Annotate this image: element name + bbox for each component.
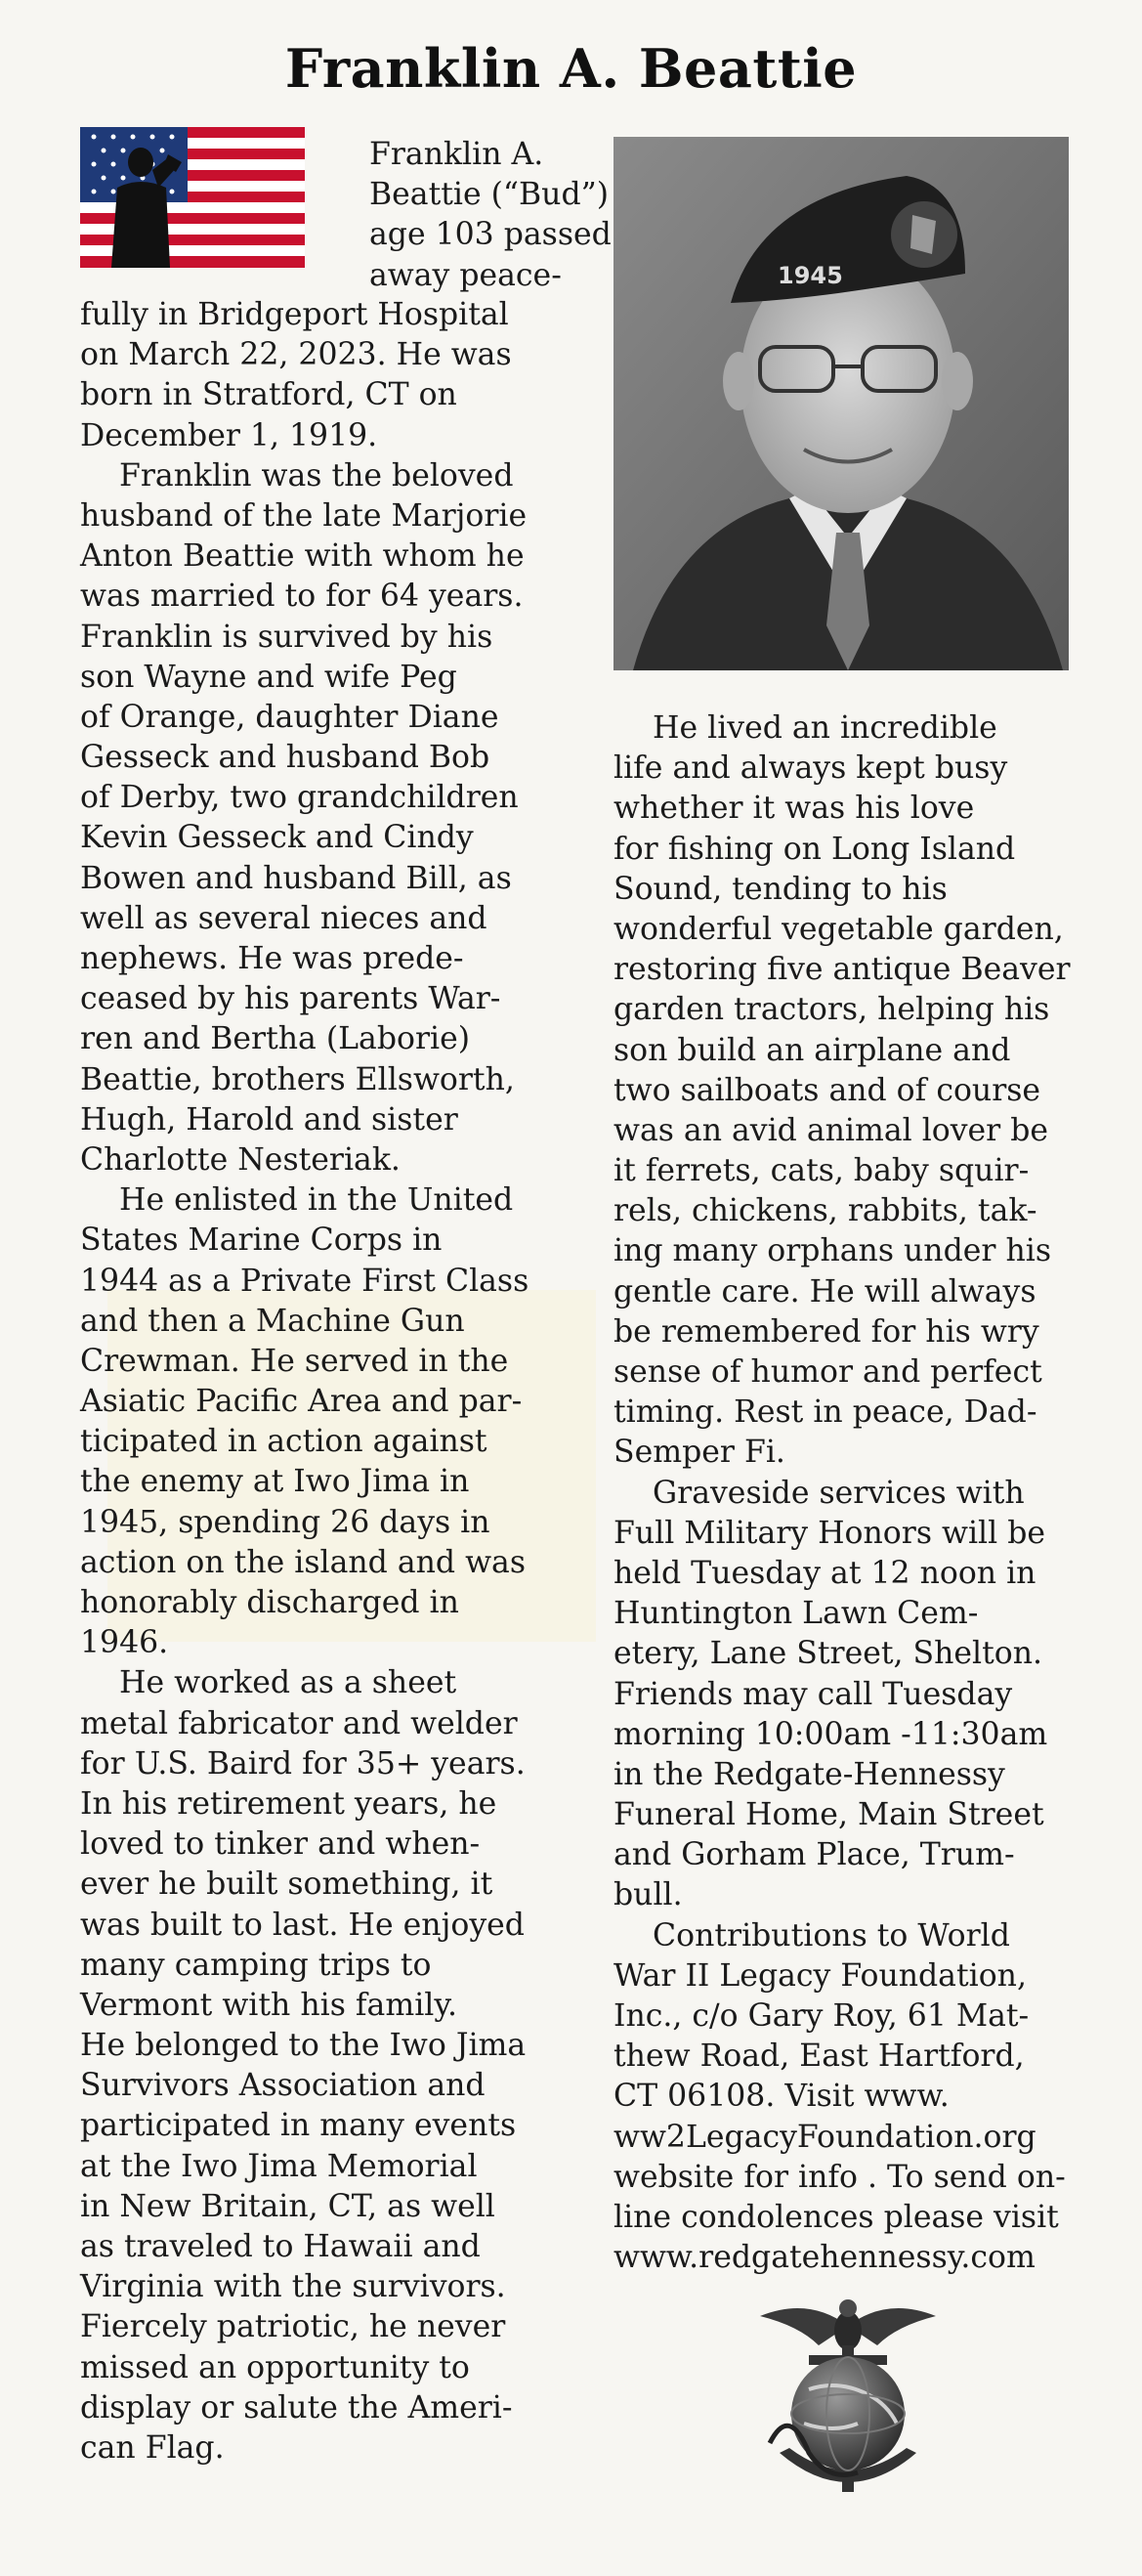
text-line: age 103 passed — [369, 217, 612, 253]
text-line: Franklin was the beloved — [119, 457, 514, 494]
text-line: Inc., c/o Gary Roy, 61 Mat- — [613, 1998, 1030, 2034]
text-line: Huntington Lawn Cem- — [613, 1596, 979, 1632]
text-line: Anton Beattie with whom he — [80, 538, 525, 575]
text-line: He lived an incredible — [653, 710, 997, 746]
flag-salute-icon — [80, 127, 305, 268]
text-line: ever he built something, it — [80, 1867, 493, 1903]
text-line: bull. — [613, 1877, 683, 1913]
text-line: War II Legacy Foundation, — [613, 1957, 1027, 1994]
text-line: He worked as a sheet — [119, 1665, 457, 1701]
text-line: Semper Fi. — [613, 1435, 785, 1471]
text-line: ticipated in action against — [80, 1424, 487, 1460]
text-line: for fishing on Long Island — [613, 831, 1016, 867]
text-line: Hugh, Harold and sister — [80, 1101, 458, 1138]
text-line: thew Road, East Hartford, — [613, 2039, 1025, 2075]
text-line: Kevin Gesseck and Cindy — [80, 820, 474, 856]
text-line: loved to tinker and when- — [80, 1826, 481, 1863]
text-line: of Derby, two grandchildren — [80, 780, 519, 816]
text-line: ren and Bertha (Laborie) — [80, 1021, 471, 1057]
text-line: and then a Machine Gun — [80, 1303, 465, 1339]
text-line: well as several nieces and — [80, 900, 487, 936]
obituary-headline: Franklin A. Beattie — [284, 37, 858, 100]
text-line: born in Stratford, CT on — [80, 377, 457, 413]
text-line: be remembered for his wry — [613, 1313, 1039, 1350]
right-text-column — [613, 708, 1071, 2278]
text-line: held Tuesday at 12 noon in — [613, 1555, 1036, 1591]
text-line: Contributions to World — [653, 1917, 1010, 1953]
text-line: away peace- — [369, 257, 562, 293]
text-line: Crewman. He served in the — [80, 1343, 509, 1379]
text-line: line condolences please visit — [613, 2199, 1059, 2235]
text-line: of Orange, daughter Diane — [80, 699, 499, 735]
text-line: son Wayne and wife Peg — [80, 659, 457, 695]
text-line: Fiercely patriotic, he never — [80, 2309, 506, 2345]
eagle-globe-anchor-icon — [750, 2287, 946, 2502]
text-line: on March 22, 2023. He was — [80, 337, 512, 373]
text-line: it ferrets, cats, baby squir- — [613, 1153, 1030, 1189]
text-line: son build an airplane and — [613, 1032, 1011, 1068]
text-line: He belonged to the Iwo Jima — [80, 2028, 527, 2064]
text-line: Bowen and husband Bill, as — [80, 860, 512, 896]
text-line: 1946. — [80, 1625, 169, 1661]
text-line: whether it was his love — [613, 791, 975, 827]
text-line: many camping trips to — [80, 1947, 432, 1983]
text-line: life and always kept busy — [613, 751, 1008, 787]
text-line: timing. Rest in peace, Dad- — [613, 1395, 1037, 1431]
text-line: www.redgatehennessy.com — [613, 2240, 1036, 2276]
text-line: honorably discharged in — [80, 1585, 459, 1620]
text-line: Asiatic Pacific Area and par- — [80, 1384, 523, 1420]
text-line: metal fabricator and welder — [80, 1705, 518, 1741]
text-line: and Gorham Place, Trum- — [613, 1837, 1015, 1873]
text-line: 1944 as a Private First Class — [80, 1263, 529, 1299]
intro-text-column — [369, 135, 612, 296]
text-line: rels, chickens, rabbits, tak- — [613, 1193, 1037, 1229]
text-line: was an avid animal lover be — [613, 1112, 1049, 1148]
text-line: In his retirement years, he — [80, 1785, 497, 1822]
text-line: sense of humor and perfect — [613, 1354, 1042, 1390]
text-line: the enemy at Iwo Jima in — [80, 1464, 470, 1500]
text-line: ww2LegacyFoundation.org — [613, 2119, 1036, 2155]
text-line: Gesseck and husband Bob — [80, 740, 490, 776]
text-line: in New Britain, CT, as well — [80, 2188, 495, 2224]
text-line: etery, Lane Street, Shelton. — [613, 1636, 1043, 1672]
text-line: Virginia with the survivors. — [80, 2269, 506, 2305]
text-line: in the Redgate-Hennessy — [613, 1756, 1005, 1792]
text-line: Beattie, brothers Ellsworth, — [80, 1061, 515, 1097]
text-line: wonderful vegetable garden, — [613, 911, 1064, 947]
text-line: morning 10:00am -11:30am — [613, 1716, 1048, 1752]
text-line: can Flag. — [80, 2429, 225, 2466]
text-line: Franklin A. — [369, 137, 544, 172]
text-line: was built to last. He enjoyed — [80, 1907, 525, 1943]
text-line: Friends may call Tuesday — [613, 1676, 1013, 1712]
text-line: Franklin is survived by his — [80, 619, 493, 655]
text-line: at the Iwo Jima Memorial — [80, 2148, 478, 2184]
text-line: participated in many events — [80, 2108, 517, 2144]
text-line: December 1, 1919. — [80, 417, 378, 453]
left-text-column — [80, 295, 529, 2469]
text-line: ing many orphans under his — [613, 1233, 1051, 1269]
text-line: missed an opportunity to — [80, 2349, 470, 2385]
veteran-portrait — [613, 137, 1069, 670]
text-line: display or salute the Ameri- — [80, 2389, 513, 2426]
text-line: husband of the late Marjorie — [80, 497, 528, 534]
text-line: He enlisted in the United — [119, 1182, 514, 1219]
text-line: Vermont with his family. — [80, 1987, 457, 2023]
text-line: CT 06108. Visit www. — [613, 2079, 950, 2115]
text-line: Funeral Home, Main Street — [613, 1797, 1044, 1833]
text-line: garden tractors, helping his — [613, 992, 1050, 1028]
text-line: Full Military Honors will be — [613, 1515, 1046, 1551]
text-line: two sailboats and of course — [613, 1072, 1041, 1108]
text-line: website for info . To send on- — [613, 2159, 1066, 2195]
cap-year-text: 1945 — [778, 262, 843, 289]
text-line: was married to for 64 years. — [80, 579, 524, 615]
text-line: as traveled to Hawaii and — [80, 2229, 481, 2264]
text-line: nephews. He was prede- — [80, 941, 464, 976]
text-line: Survivors Association and — [80, 2068, 486, 2104]
text-line: gentle care. He will always — [613, 1273, 1036, 1309]
text-line: action on the island and was — [80, 1544, 526, 1580]
text-line: Sound, tending to his — [613, 871, 948, 907]
text-line: fully in Bridgeport Hospital — [80, 297, 509, 332]
text-line: Charlotte Nesteriak. — [80, 1141, 401, 1178]
text-line: for U.S. Baird for 35+ years. — [80, 1745, 526, 1782]
text-line: restoring five antique Beaver — [613, 952, 1071, 988]
text-line: ceased by his parents War- — [80, 981, 501, 1017]
text-line: Beattie (“Bud”) — [369, 177, 610, 213]
text-line: States Marine Corps in — [80, 1223, 443, 1259]
text-line: Graveside services with — [653, 1475, 1025, 1511]
text-line: 1945, spending 26 days in — [80, 1504, 490, 1540]
